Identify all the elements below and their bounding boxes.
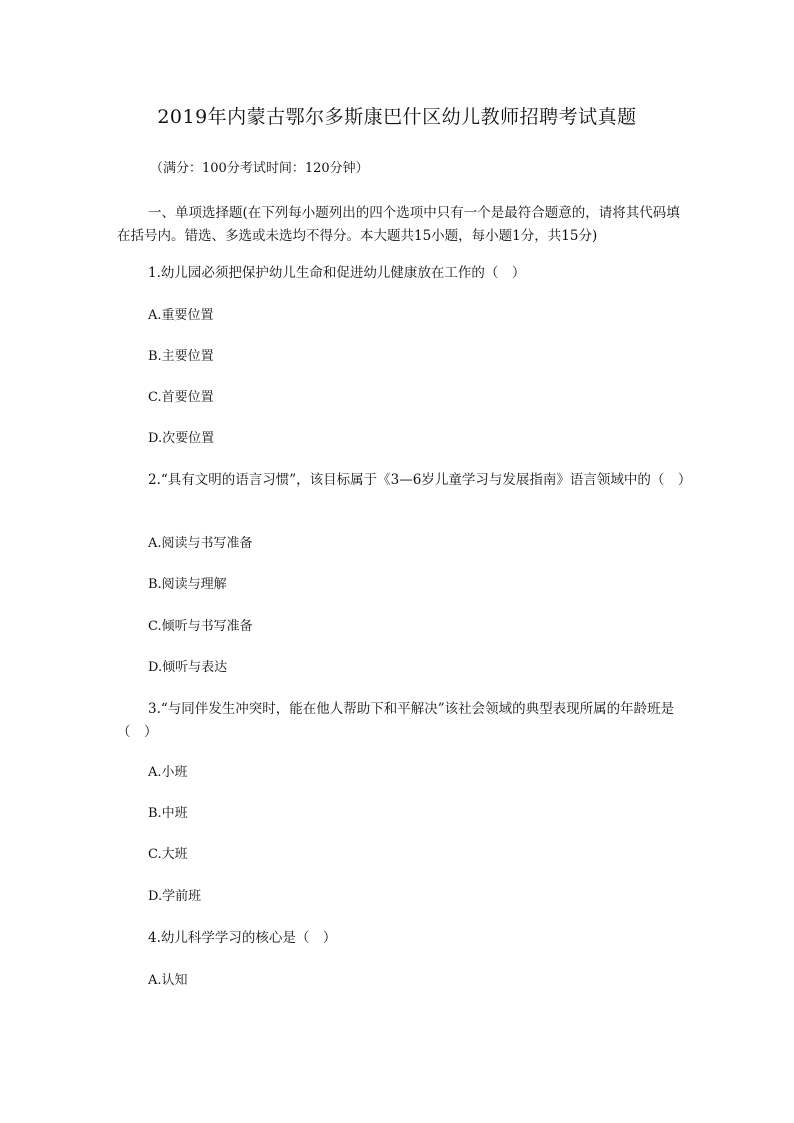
option-item: A.认知	[148, 973, 188, 988]
option-item: A.重要位置	[148, 308, 214, 323]
option-item: C.大班	[148, 847, 188, 862]
question-stem: 4.幼儿科学学习的核心是（ ）	[148, 930, 337, 946]
option-item: B.阅读与理解	[148, 577, 227, 592]
section-heading: 一、单项选择题(在下列每小题列出的四个选项中只有一个是最符合题意的，请将其代码填在括号内。错选、多选或未选均不得分。本大题共15小题，每小题1分，共15分)	[117, 205, 680, 244]
question-stem: 1.幼儿园必须把保护幼儿生命和促进幼儿健康放在工作的（ ）	[148, 265, 526, 281]
option-item: D.次要位置	[148, 431, 215, 446]
option-item: C.首要位置	[148, 390, 214, 405]
exam-info: （满分：100分考试时间：120分钟）	[150, 161, 369, 176]
document-title: 2019年内蒙古鄂尔多斯康巴什区幼儿教师招聘考试真题	[157, 106, 637, 128]
option-item: C.倾听与书写准备	[148, 619, 253, 634]
option-item: B.主要位置	[148, 349, 214, 364]
question-stem: 3.“与同伴发生冲突时，能在他人帮助下和平解决”该社会领域的典型表现所属的年龄班是（ ）	[117, 701, 675, 740]
question-stem: 2.“具有文明的语言习惯”，该目标属于《3—6岁儿童学习与发展指南》语言领域中的（ ）	[148, 472, 692, 488]
option-item: D.倾听与表达	[148, 660, 228, 675]
option-item: A.阅读与书写准备	[148, 536, 253, 551]
option-item: D.学前班	[148, 889, 202, 904]
option-item: B.中班	[148, 806, 188, 821]
option-item: A.小班	[148, 765, 188, 780]
